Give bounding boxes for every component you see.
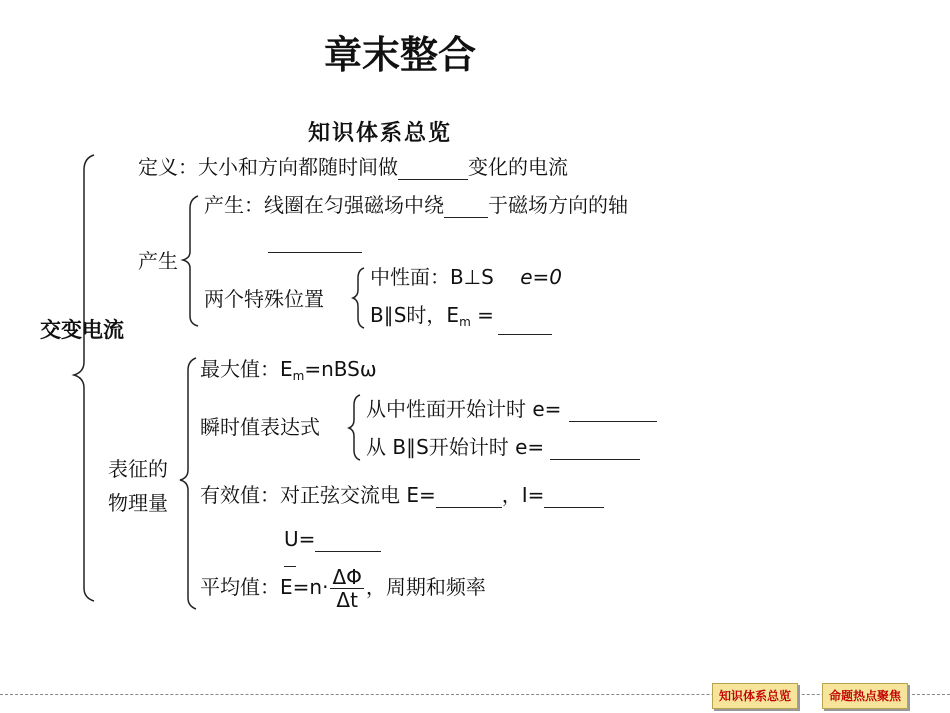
delta-fraction	[330, 566, 363, 611]
instant-neutral-blank	[569, 399, 657, 422]
definition-prefix: 定义：大小和方向都随时间做	[138, 155, 398, 179]
instant-neutral-line	[366, 396, 657, 422]
effective-u-label: U=	[284, 527, 316, 551]
generation-label: 产生	[138, 249, 178, 273]
physical-label-1: 表征的	[108, 457, 168, 481]
instant-label: 瞬时值表达式	[200, 415, 320, 439]
effective-u-line	[284, 526, 381, 552]
special-position-label: 两个特殊位置	[204, 287, 324, 311]
effective-u-blank	[315, 529, 381, 552]
effective-prefix: 有效值：对正弦交流电 E=	[200, 483, 436, 507]
root-label: 交变电流	[40, 318, 124, 342]
nav-hot-topics-button[interactable]: 命题热点聚焦	[822, 683, 908, 709]
page-title: 章末整合	[323, 33, 476, 77]
parallel-blank	[498, 312, 552, 335]
average-prefix: 平均值：E=n·	[200, 575, 329, 599]
effective-mid: ，I=	[501, 483, 545, 507]
produce-blank	[444, 195, 488, 218]
produce-suffix: 于磁场方向的轴	[488, 193, 628, 217]
nav-knowledge-overview-button[interactable]: 知识体系总览	[712, 683, 798, 709]
produce-prefix: 产生：线圈在匀强磁场中绕	[204, 193, 444, 217]
instant-parallel-blank	[550, 437, 640, 460]
parallel-eq: =	[477, 303, 494, 327]
average-suffix: ，周期和频率	[365, 575, 486, 599]
max-value-prefix: 最大值：E	[200, 357, 293, 381]
effective-line	[200, 482, 604, 508]
definition-line	[138, 154, 568, 180]
instant-brace	[349, 395, 360, 460]
special-position-brace	[353, 268, 364, 328]
average-line	[200, 566, 486, 611]
parallel-sub: m	[459, 315, 471, 329]
effective-i-blank	[544, 485, 604, 508]
physical-label-2: 物理量	[108, 491, 168, 515]
produce-line	[204, 192, 628, 218]
section-subtitle: 知识体系总览	[308, 121, 453, 146]
footer-divider	[0, 694, 950, 695]
physical-brace	[180, 358, 196, 609]
generation-brace	[183, 196, 198, 326]
produce-answer-blank	[268, 252, 362, 253]
fraction-denominator: Δt	[336, 588, 358, 612]
neutral-plane-text: 中性面：B⊥S	[370, 265, 494, 289]
definition-blank	[398, 157, 468, 180]
neutral-plane-line	[370, 264, 562, 290]
parallel-line	[370, 302, 552, 335]
max-value-eq: =nBSω	[304, 357, 377, 381]
average-overline	[284, 566, 296, 567]
max-value-sub: m	[292, 369, 305, 383]
definition-suffix: 变化的电流	[468, 155, 568, 179]
neutral-plane-eq: e=0	[520, 265, 562, 289]
instant-parallel-line	[366, 434, 640, 460]
effective-e-blank	[436, 485, 502, 508]
fraction-numerator: ΔΦ	[332, 565, 362, 589]
max-value-line	[200, 356, 377, 389]
parallel-text: B∥S时，E	[370, 303, 460, 327]
instant-parallel-text: 从 B∥S开始计时 e=	[366, 435, 545, 459]
root-brace	[74, 155, 94, 601]
instant-neutral-text: 从中性面开始计时 e=	[366, 397, 562, 421]
